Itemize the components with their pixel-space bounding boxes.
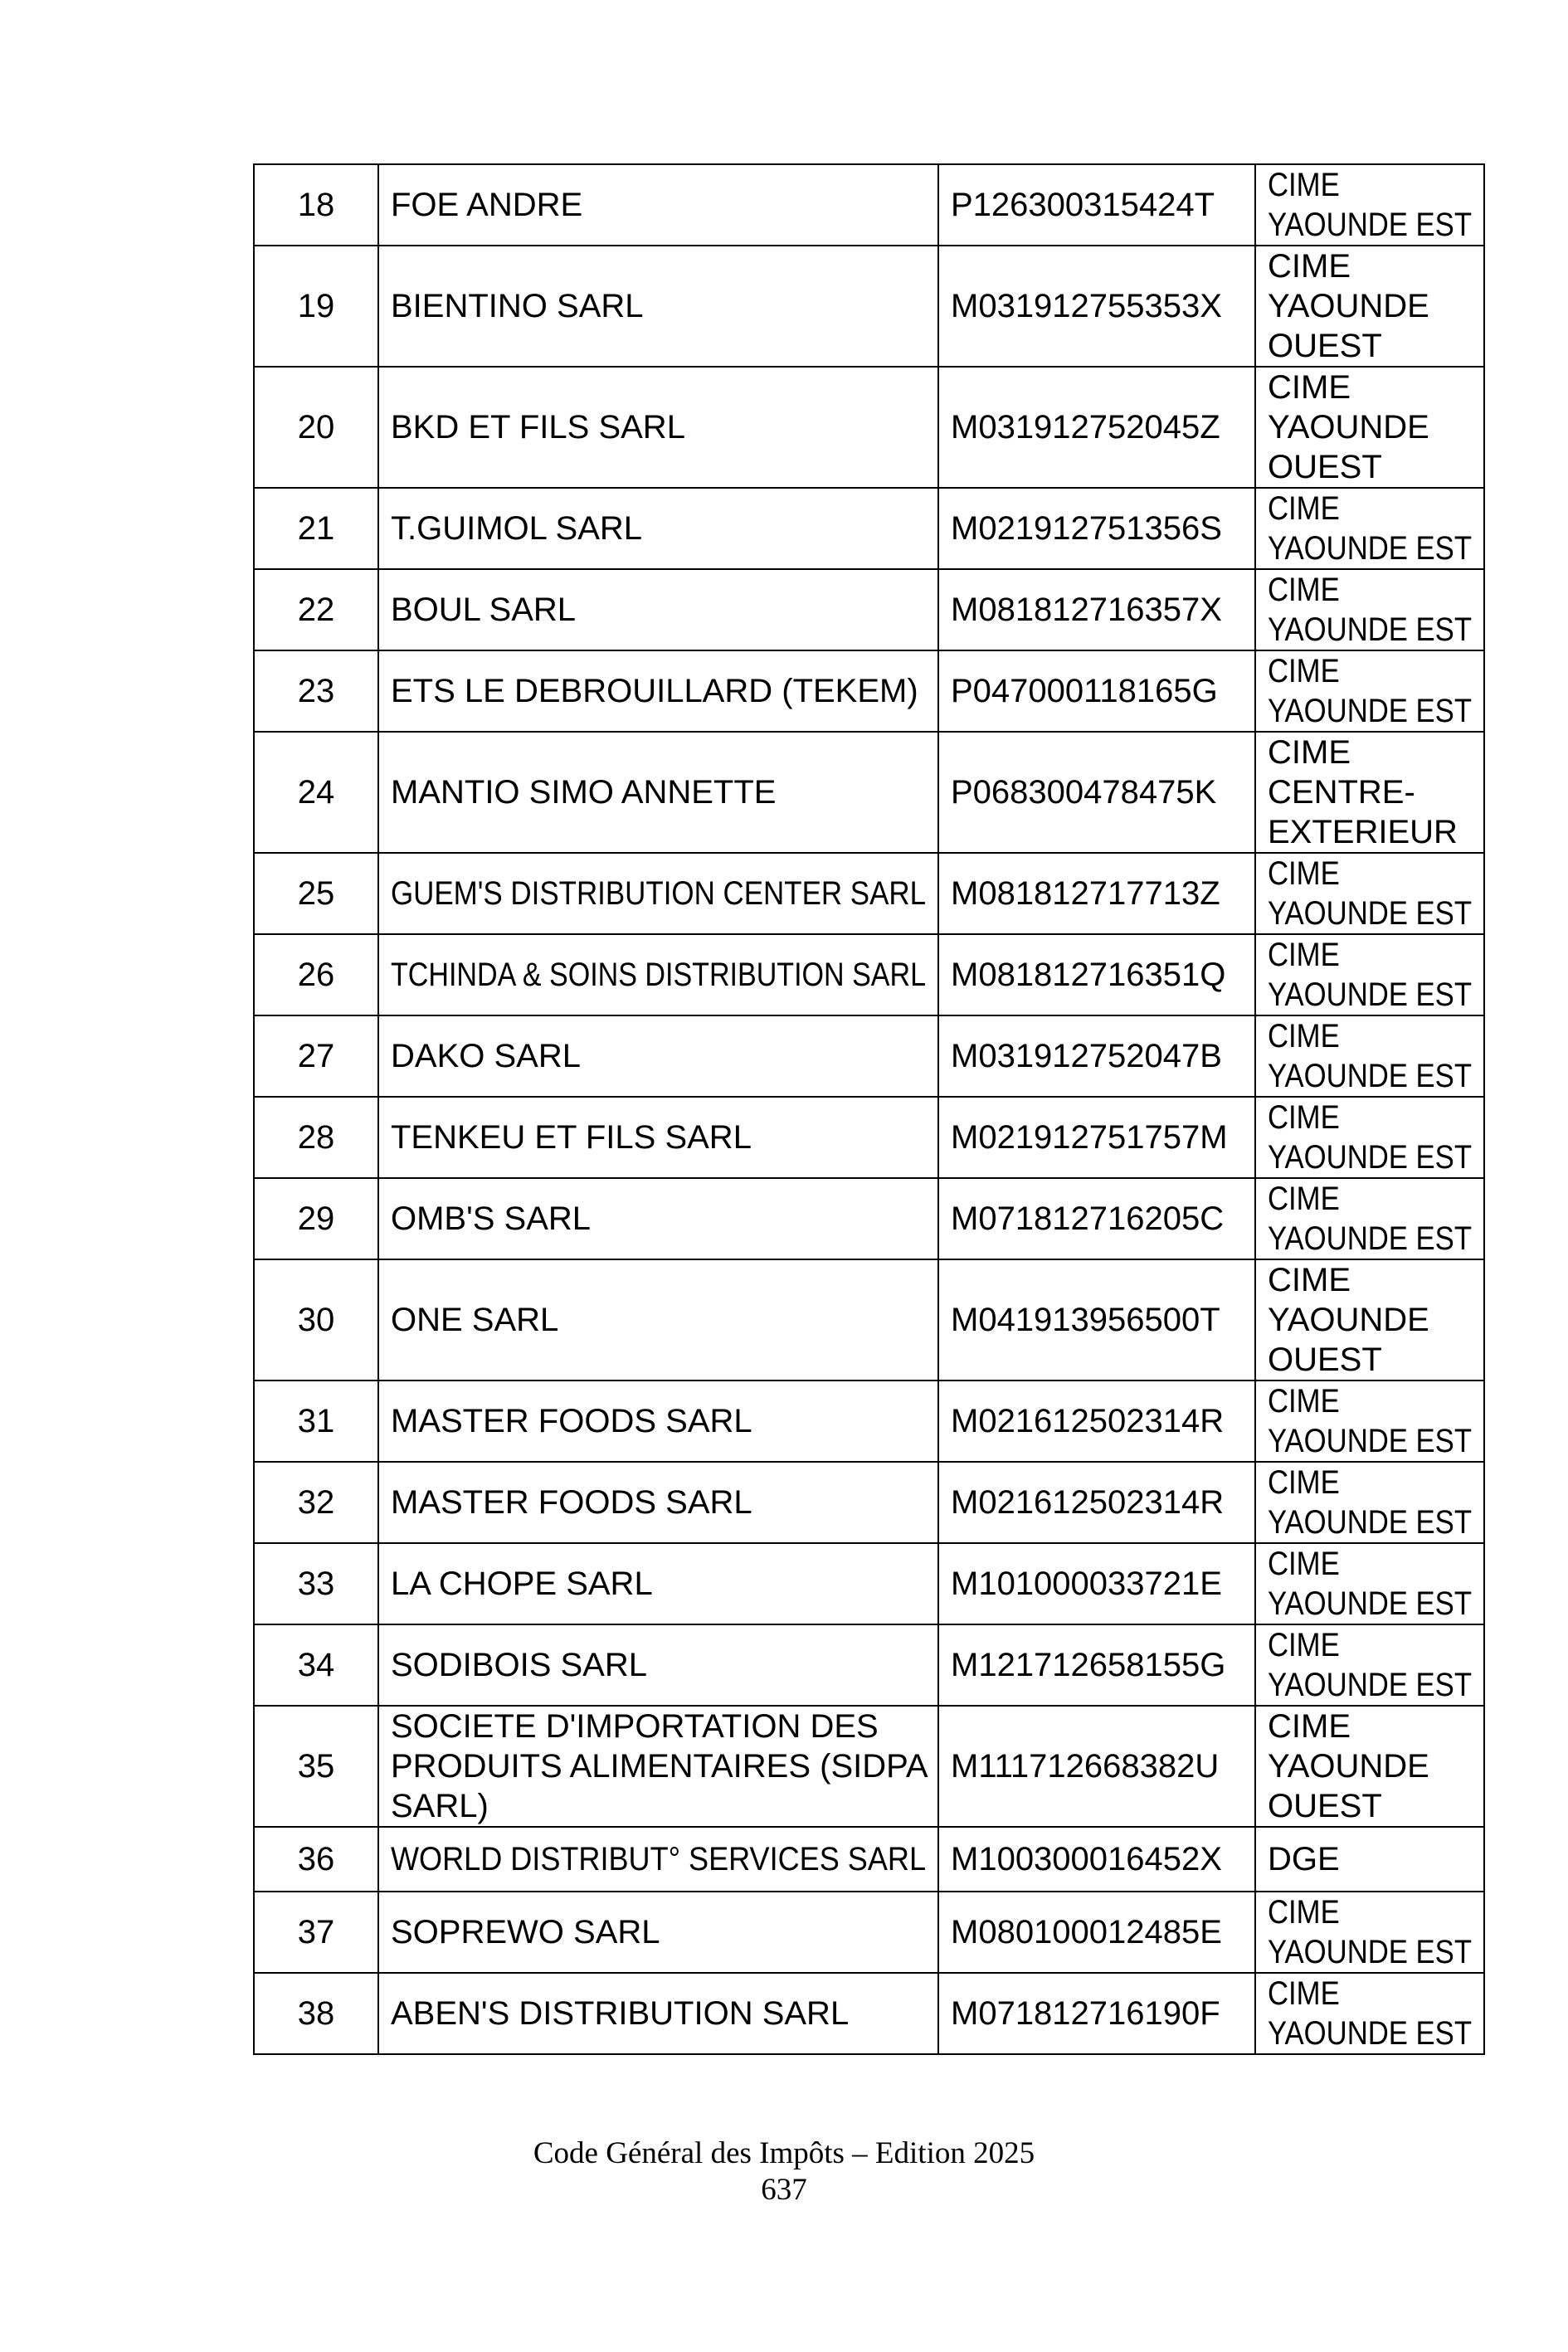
table-row [254, 1178, 1484, 1259]
table-row [254, 246, 1484, 367]
tax-center: CIME YAOUNDE EST [1255, 1543, 1484, 1624]
tax-id: P068300478475K [938, 732, 1255, 853]
tax-id: M121712658155G [938, 1624, 1255, 1706]
taxpayer-name: TENKEU ET FILS SARL [378, 1097, 938, 1178]
row-number: 33 [254, 1543, 378, 1624]
footer-title: Code Général des Impôts – Edition 2025 [533, 2136, 1035, 2170]
tax-center: CIME YAOUNDE EST [1255, 1097, 1484, 1178]
row-number: 36 [254, 1827, 378, 1892]
row-number: 38 [254, 1973, 378, 2054]
row-number: 29 [254, 1178, 378, 1259]
row-number: 27 [254, 1015, 378, 1097]
table-row [254, 934, 1484, 1015]
tax-id: M080100012485E [938, 1892, 1255, 1973]
row-number: 32 [254, 1462, 378, 1543]
table-row [254, 1381, 1484, 1462]
table-row [254, 1462, 1484, 1543]
taxpayer-name: ONE SARL [378, 1259, 938, 1381]
table-row [254, 164, 1484, 246]
tax-center: DGE [1255, 1827, 1484, 1892]
tax-center: CIME YAOUNDE OUEST [1255, 1706, 1484, 1827]
table-row [254, 732, 1484, 853]
tax-center: CIME CENTRE- EXTERIEUR [1255, 732, 1484, 853]
tax-id: P047000118165G [938, 650, 1255, 732]
row-number: 28 [254, 1097, 378, 1178]
tax-center: CIME YAOUNDE EST [1255, 934, 1484, 1015]
taxpayer-name: BOUL SARL [378, 569, 938, 650]
tax-id: M100300016452X [938, 1827, 1255, 1892]
taxpayer-name: DAKO SARL [378, 1015, 938, 1097]
table-row [254, 1015, 1484, 1097]
tax-id: M021912751356S [938, 488, 1255, 569]
taxpayer-name: WORLD DISTRIBUT° SERVICES SARL [378, 1827, 938, 1892]
taxpayer-name: MANTIO SIMO ANNETTE [378, 732, 938, 853]
tax-id: M031912752045Z [938, 367, 1255, 488]
taxpayer-name: ETS LE DEBROUILLARD (TEKEM) [378, 650, 938, 732]
table-row [254, 1973, 1484, 2054]
row-number: 25 [254, 853, 378, 934]
taxpayer-name: TCHINDA & SOINS DISTRIBUTION SARL [378, 934, 938, 1015]
row-number: 34 [254, 1624, 378, 1706]
tax-id: M031912752047B [938, 1015, 1255, 1097]
table-row [254, 367, 1484, 488]
table-row [254, 1259, 1484, 1381]
row-number: 23 [254, 650, 378, 732]
tax-id: M071812716205C [938, 1178, 1255, 1259]
tax-center: CIME YAOUNDE EST [1255, 1973, 1484, 2054]
tax-id: M081812716357X [938, 569, 1255, 650]
taxpayer-name: OMB'S SARL [378, 1178, 938, 1259]
taxpayer-name: BIENTINO SARL [378, 246, 938, 367]
tax-center: CIME YAOUNDE OUEST [1255, 1259, 1484, 1381]
tax-id: M081812716351Q [938, 934, 1255, 1015]
table-row [254, 569, 1484, 650]
tax-id: M041913956500T [938, 1259, 1255, 1381]
tax-center: CIME YAOUNDE EST [1255, 1462, 1484, 1543]
tax-center: CIME YAOUNDE EST [1255, 853, 1484, 934]
tax-center: CIME YAOUNDE EST [1255, 1381, 1484, 1462]
taxpayer-name: SODIBOIS SARL [378, 1624, 938, 1706]
row-number: 30 [254, 1259, 378, 1381]
taxpayer-name: SOCIETE D'IMPORTATION DES PRODUITS ALIMENTAIRES (SIDPA SARL) [378, 1706, 938, 1827]
tax-center: CIME YAOUNDE EST [1255, 164, 1484, 246]
tax-id: M071812716190F [938, 1973, 1255, 2054]
row-number: 37 [254, 1892, 378, 1973]
tax-center: CIME YAOUNDE EST [1255, 1624, 1484, 1706]
tax-id: P126300315424T [938, 164, 1255, 246]
row-number: 31 [254, 1381, 378, 1462]
taxpayer-name: BKD ET FILS SARL [378, 367, 938, 488]
row-number: 22 [254, 569, 378, 650]
tax-center: CIME YAOUNDE EST [1255, 1015, 1484, 1097]
tax-id: M081812717713Z [938, 853, 1255, 934]
row-number: 20 [254, 367, 378, 488]
table-row [254, 1827, 1484, 1892]
table-row [254, 853, 1484, 934]
tax-id: M111712668382U [938, 1706, 1255, 1827]
taxpayer-name: GUEM'S DISTRIBUTION CENTER SARL [378, 853, 938, 934]
table-row [254, 1892, 1484, 1973]
tax-center: CIME YAOUNDE OUEST [1255, 246, 1484, 367]
table-row [254, 1624, 1484, 1706]
taxpayer-name: ABEN'S DISTRIBUTION SARL [378, 1973, 938, 2054]
table-row [254, 650, 1484, 732]
page-number: 637 [761, 2173, 807, 2207]
tax-center: CIME YAOUNDE EST [1255, 488, 1484, 569]
taxpayer-table [253, 163, 1485, 2055]
row-number: 35 [254, 1706, 378, 1827]
tax-center: CIME YAOUNDE EST [1255, 569, 1484, 650]
tax-center: CIME YAOUNDE EST [1255, 650, 1484, 732]
tax-id: M101000033721E [938, 1543, 1255, 1624]
row-number: 18 [254, 164, 378, 246]
row-number: 26 [254, 934, 378, 1015]
tax-center: CIME YAOUNDE EST [1255, 1892, 1484, 1973]
taxpayer-name: T.GUIMOL SARL [378, 488, 938, 569]
table-row [254, 488, 1484, 569]
taxpayer-name: FOE ANDRE [378, 164, 938, 246]
taxpayer-name: MASTER FOODS SARL [378, 1381, 938, 1462]
tax-id: M021612502314R [938, 1462, 1255, 1543]
tax-id: M021912751757M [938, 1097, 1255, 1178]
tax-id: M021612502314R [938, 1381, 1255, 1462]
tax-id: M031912755353X [938, 246, 1255, 367]
taxpayer-name: SOPREWO SARL [378, 1892, 938, 1973]
tax-center: CIME YAOUNDE EST [1255, 1178, 1484, 1259]
table-row [254, 1706, 1484, 1827]
table-row [254, 1543, 1484, 1624]
table-row [254, 1097, 1484, 1178]
row-number: 19 [254, 246, 378, 367]
taxpayer-name: LA CHOPE SARL [378, 1543, 938, 1624]
tax-center: CIME YAOUNDE OUEST [1255, 367, 1484, 488]
row-number: 21 [254, 488, 378, 569]
taxpayer-table-body [254, 164, 1484, 2054]
row-number: 24 [254, 732, 378, 853]
taxpayer-name: MASTER FOODS SARL [378, 1462, 938, 1543]
